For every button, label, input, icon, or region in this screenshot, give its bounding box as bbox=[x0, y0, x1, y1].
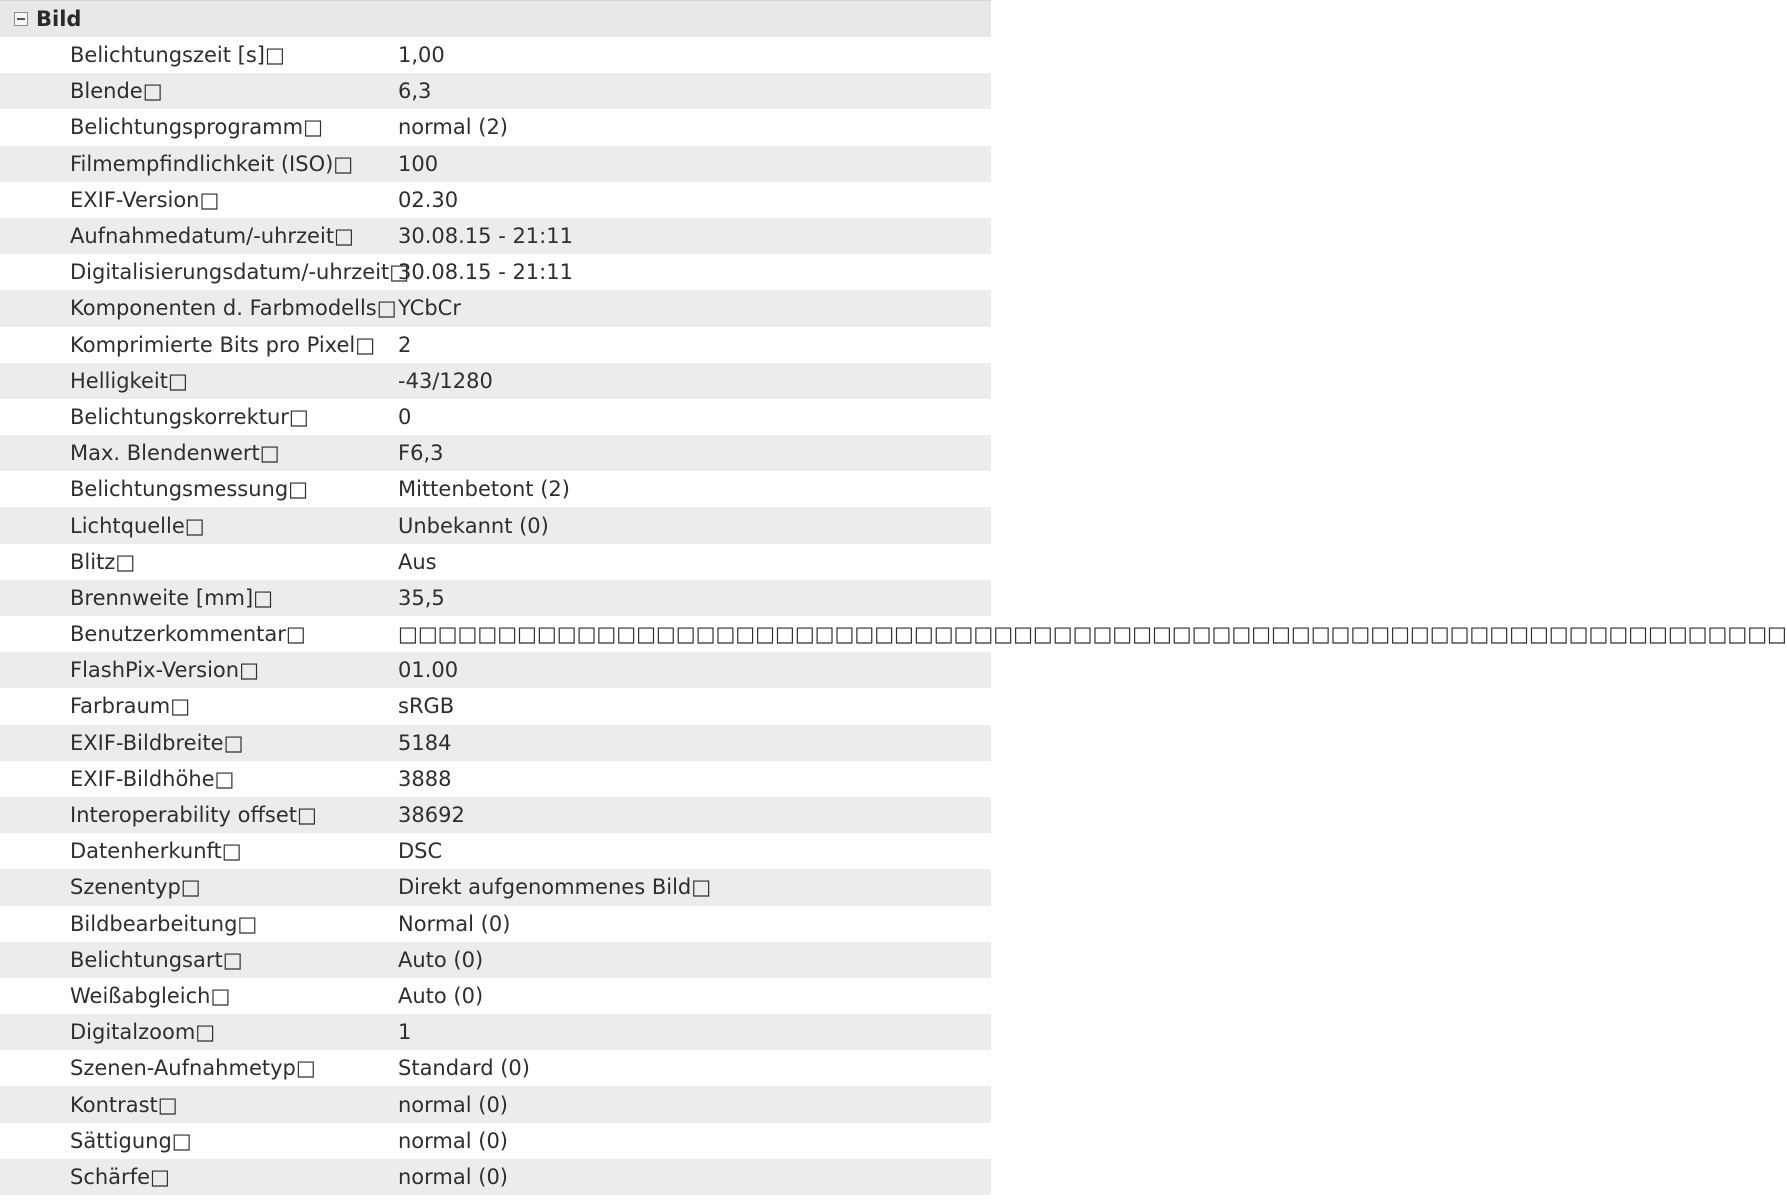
property-value: normal (0) bbox=[398, 1092, 509, 1117]
property-key: Szenentyp□ bbox=[70, 875, 201, 900]
property-key: Max. Blendenwert□ bbox=[70, 441, 280, 466]
property-value: Auto (0) bbox=[398, 983, 484, 1008]
property-row[interactable] bbox=[0, 652, 991, 688]
property-value: Auto (0) bbox=[398, 947, 484, 972]
property-value: 1 bbox=[398, 1020, 412, 1045]
property-row[interactable] bbox=[0, 616, 1787, 652]
property-key: Digitalzoom□ bbox=[70, 1020, 216, 1045]
property-row[interactable] bbox=[0, 761, 991, 797]
property-value: 01.00 bbox=[398, 658, 459, 683]
property-key: Datenherkunft□ bbox=[70, 839, 242, 864]
property-value: F6,3 bbox=[398, 441, 444, 466]
property-row[interactable] bbox=[0, 218, 991, 254]
property-value: 0 bbox=[398, 404, 412, 429]
property-value: 30.08.15 - 21:11 bbox=[398, 224, 573, 249]
property-row[interactable] bbox=[0, 833, 991, 869]
property-key: EXIF-Bildbreite□ bbox=[70, 730, 244, 755]
property-row[interactable] bbox=[0, 688, 991, 724]
property-key: Sättigung□ bbox=[70, 1128, 192, 1153]
property-row[interactable] bbox=[0, 182, 991, 218]
property-value: sRGB bbox=[398, 694, 455, 719]
property-key: Helligkeit□ bbox=[70, 368, 188, 393]
property-key: Benutzerkommentar□ bbox=[70, 622, 306, 647]
property-key: Digitalisierungsdatum/-uhrzeit□ bbox=[70, 260, 410, 285]
property-row[interactable] bbox=[0, 1050, 991, 1086]
property-value: normal (2) bbox=[398, 115, 509, 140]
property-key: Schärfe□ bbox=[70, 1164, 170, 1189]
property-row[interactable] bbox=[0, 1014, 991, 1050]
property-value: Unbekannt (0) bbox=[398, 513, 549, 538]
property-row[interactable] bbox=[0, 435, 991, 471]
property-row[interactable] bbox=[0, 327, 991, 363]
property-value: Standard (0) bbox=[398, 1056, 530, 1081]
property-key: FlashPix-Version□ bbox=[70, 658, 259, 683]
property-key: EXIF-Version□ bbox=[70, 187, 220, 212]
property-row[interactable] bbox=[0, 942, 991, 978]
property-value: -43/1280 bbox=[398, 368, 493, 393]
property-row[interactable] bbox=[0, 363, 991, 399]
property-row[interactable] bbox=[0, 109, 991, 145]
property-row[interactable] bbox=[0, 725, 991, 761]
property-row[interactable] bbox=[0, 399, 991, 435]
property-value: 38692 bbox=[398, 803, 465, 828]
property-key: Farbraum□ bbox=[70, 694, 191, 719]
property-value: Aus bbox=[398, 549, 437, 574]
property-value: DSC bbox=[398, 839, 443, 864]
property-value: Normal (0) bbox=[398, 911, 511, 936]
property-key: Brennweite [mm]□ bbox=[70, 585, 274, 610]
property-value: □□□□□□□□□□□□□□□□□□□□□□□□□□□□□□□□□□□□□□□□□□□□□□□□□□□□□□□□□□□□□□□□□□□□□□ bbox=[398, 622, 1787, 647]
property-value: 1,00 bbox=[398, 43, 445, 68]
property-row[interactable] bbox=[0, 471, 991, 507]
property-value: YCbCr bbox=[398, 296, 461, 321]
property-value: 6,3 bbox=[398, 79, 432, 104]
property-row[interactable] bbox=[0, 978, 991, 1014]
property-key: Filmempfindlichkeit (ISO)□ bbox=[70, 151, 354, 176]
property-value: 5184 bbox=[398, 730, 452, 755]
property-list bbox=[0, 37, 1787, 1195]
property-row[interactable] bbox=[0, 797, 991, 833]
property-row[interactable] bbox=[0, 73, 991, 109]
property-value: 100 bbox=[398, 151, 439, 176]
property-key: Blende□ bbox=[70, 79, 163, 104]
property-key: Belichtungsart□ bbox=[70, 947, 243, 972]
property-row[interactable] bbox=[0, 1086, 991, 1122]
property-value: Mittenbetont (2) bbox=[398, 477, 570, 502]
property-row[interactable] bbox=[0, 869, 991, 905]
property-row[interactable] bbox=[0, 1123, 991, 1159]
property-key: Belichtungskorrektur□ bbox=[70, 404, 309, 429]
group-header-bild[interactable] bbox=[0, 0, 991, 37]
property-value: normal (0) bbox=[398, 1128, 509, 1153]
property-key: Lichtquelle□ bbox=[70, 513, 205, 538]
property-row[interactable] bbox=[0, 906, 991, 942]
property-value: 35,5 bbox=[398, 585, 445, 610]
property-key: Szenen-Aufnahmetyp□ bbox=[70, 1056, 316, 1081]
property-row[interactable] bbox=[0, 290, 991, 326]
property-value: 02.30 bbox=[398, 187, 459, 212]
property-row[interactable] bbox=[0, 507, 991, 543]
group-title: Bild bbox=[36, 7, 82, 31]
property-value: 3888 bbox=[398, 766, 452, 791]
property-value: normal (0) bbox=[398, 1164, 509, 1189]
property-key: Komprimierte Bits pro Pixel□ bbox=[70, 332, 376, 357]
property-key: Weißabgleich□ bbox=[70, 983, 231, 1008]
property-key: Blitz□ bbox=[70, 549, 136, 574]
property-row[interactable] bbox=[0, 146, 991, 182]
property-key: Belichtungszeit [s]□ bbox=[70, 43, 285, 68]
property-key: EXIF-Bildhöhe□ bbox=[70, 766, 235, 791]
property-key: Kontrast□ bbox=[70, 1092, 178, 1117]
property-key: Belichtungsmessung□ bbox=[70, 477, 309, 502]
property-value: Direkt aufgenommenes Bild□ bbox=[398, 875, 712, 900]
property-key: Aufnahmedatum/-uhrzeit□ bbox=[70, 224, 354, 249]
property-row[interactable] bbox=[0, 1159, 991, 1195]
property-key: Belichtungsprogramm□ bbox=[70, 115, 323, 140]
property-row[interactable] bbox=[0, 580, 991, 616]
property-value: 2 bbox=[398, 332, 412, 357]
property-row[interactable] bbox=[0, 544, 991, 580]
collapse-minus-icon[interactable] bbox=[14, 12, 28, 26]
property-key: Bildbearbeitung□ bbox=[70, 911, 258, 936]
property-row[interactable] bbox=[0, 37, 991, 73]
property-row[interactable] bbox=[0, 254, 991, 290]
property-value: 30.08.15 - 21:11 bbox=[398, 260, 573, 285]
property-key: Komponenten d. Farbmodells□ bbox=[70, 296, 397, 321]
property-key: Interoperability offset□ bbox=[70, 803, 317, 828]
